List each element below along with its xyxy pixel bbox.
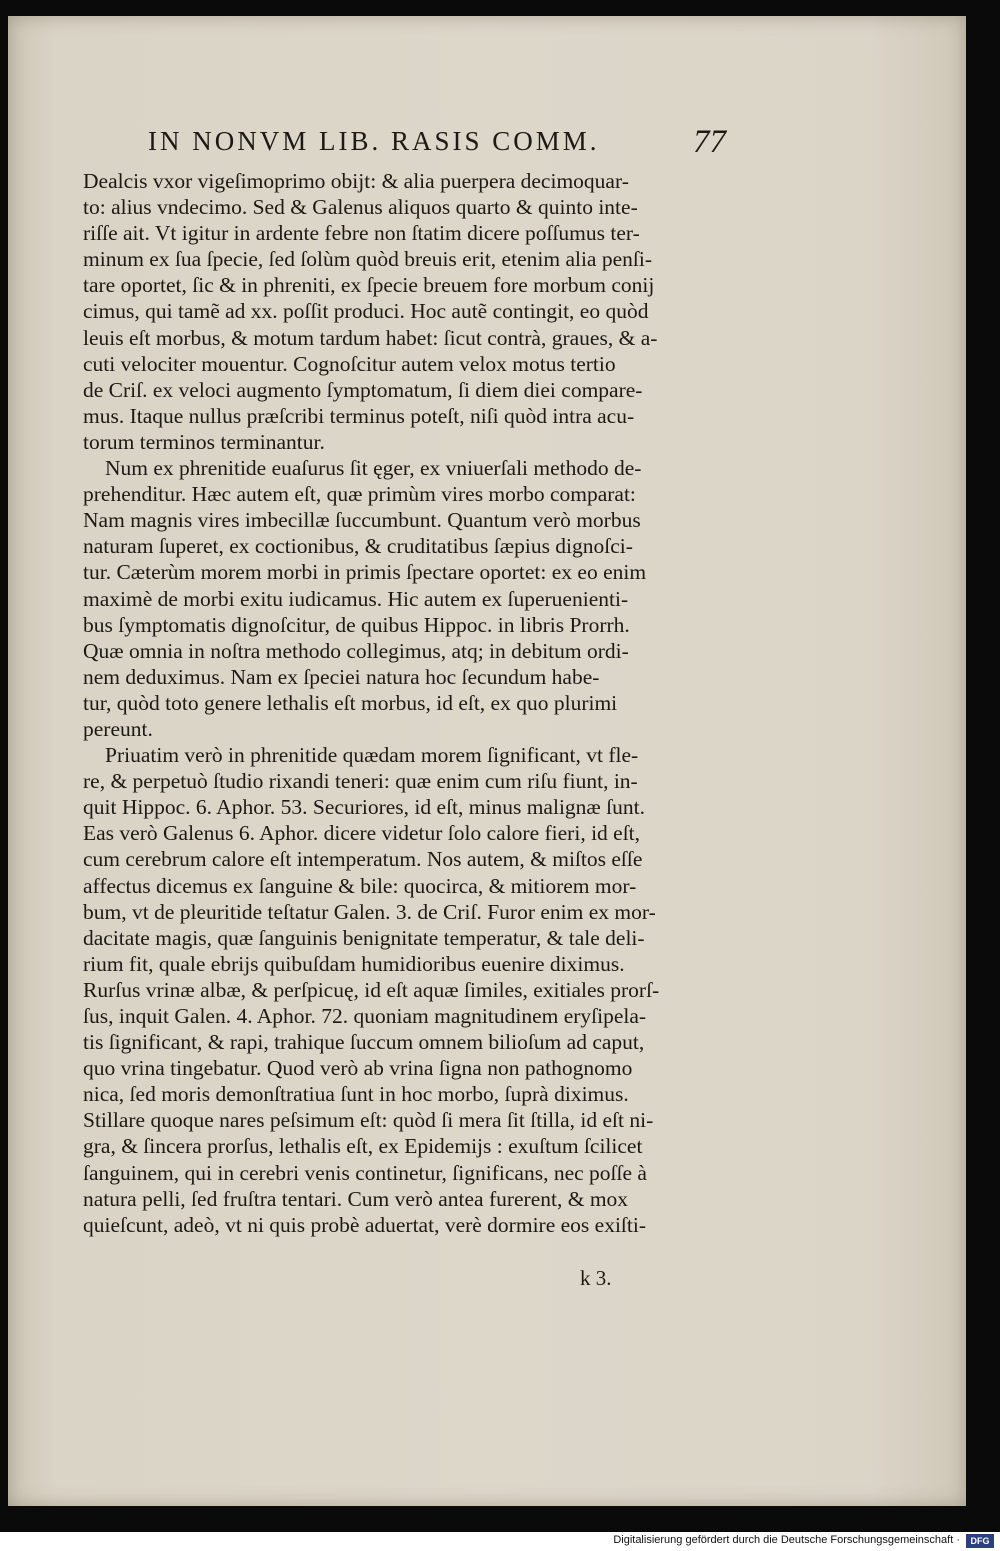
text-line: ſanguinem, qui in cerebri venis continetur, ſignificans, nec poſſe à: [83, 1160, 647, 1185]
text-line: Stillare quoque nares peſsimum eſt: quòd ſi mera ſit ſtilla, id eſt ni-: [83, 1108, 654, 1133]
funding-credit: Digitalisierung gefördert durch die Deutsche Forschungsgemeinschaft ·: [613, 1534, 960, 1546]
text-line: quieſcunt, adeò, vt ni quis probè aduertat, verè dormire eos exiſti-: [83, 1212, 646, 1237]
text-line: minum ex ſua ſpecie, ſed ſolùm quòd breuis erit, etenim alia penſi-: [83, 247, 652, 272]
text-line: tur, quòd toto genere lethalis eſt morbus, id eſt, ex quo plurimi: [83, 690, 618, 715]
text-line: gra, & ſincera prorſus, lethalis eſt, ex Epidemijs : exuſtum ſcilicet: [83, 1134, 643, 1159]
text-line: prehenditur. Hæc autem eſt, quæ primùm vires morbo comparat:: [83, 482, 636, 507]
text-line: tur. Cæterùm morem morbi in primis ſpectare oportet: ex eo enim: [83, 560, 647, 585]
text-line: naturam ſuperet, ex coctionibus, & cruditatibus ſæpius dignoſci-: [83, 534, 633, 559]
text-line: tare oportet, ſic & in phreniti, ex ſpecie breuem fore morbum conij: [83, 273, 655, 298]
dfg-logo-icon: DFG: [966, 1534, 994, 1548]
body-text: [83, 168, 753, 1238]
text-line: re, & perpetuò ſtudio rixandi teneri: quæ enim cum riſu fiunt, in-: [83, 769, 638, 794]
text-line: mus. Itaque nullus præſcribi terminus poteſt, niſi quòd intra acu-: [83, 403, 635, 428]
text-line: quit Hippoc. 6. Aphor. 53. Securiores, id eſt, minus malignæ ſunt.: [83, 795, 645, 820]
text-line: nem deduximus. Nam ex ſpeciei natura hoc ſecundum habe-: [83, 664, 600, 689]
text-line: affectus dicemus ex ſanguine & bile: quocirca, & mitiorem mor-: [83, 873, 637, 898]
paragraph-start-line: Priuatim verò in phrenitide quædam morem ſignificant, vt fle-: [105, 743, 639, 768]
text-line: Rurſus vrinæ albæ, & perſpicuę, id eſt aquæ ſimiles, exitiales prorſ-: [83, 977, 660, 1002]
text-line: pereunt.: [83, 716, 153, 741]
text-line: bus ſymptomatis dignoſcitur, de quibus Hippoc. in libris Prorrh.: [83, 612, 630, 637]
text-line: nica, ſed moris demonſtratiua ſunt in hoc morbo, ſuprà diximus.: [83, 1082, 629, 1107]
text-line: leuis eſt morbus, & motum tardum habet: ſicut contrà, graues, & a-: [83, 325, 658, 350]
text-line: Eas verò Galenus 6. Aphor. dicere videtur ſolo calore fieri, id eſt,: [83, 821, 641, 846]
text-line: rium fit, quale ebrijs quibuſdam humidioribus euenire diximus.: [83, 951, 625, 976]
signature-mark: k 3.: [580, 1266, 612, 1290]
text-line: ſus, inquit Galen. 4. Aphor. 72. quoniam magnitudinem eryſipela-: [83, 1004, 647, 1028]
text-line: torum terminos terminantur.: [83, 429, 325, 454]
text-line: cum cerebrum calore eſt intemperatum. Nos autem, & miſtos eſſe: [83, 847, 643, 872]
paragraph-start-line: Num ex phrenitide euaſurus ſit ęger, ex vniuerſali methodo de-: [105, 456, 642, 481]
text-line: natura pelli, ſed fruſtra tentari. Cum verò antea furerent, & mox: [83, 1186, 629, 1211]
text-line: Dealcis vxor vigeſimoprimo obijt: & alia puerpera decimoquar-: [83, 169, 629, 193]
text-line: cuti velociter mouentur. Cognoſcitur autem velox motus tertio: [83, 351, 616, 376]
text-line: de Criſ. ex veloci augmento ſymptomatum, ſi diem diei compare-: [83, 377, 643, 402]
text-line: bum, vt de pleuritide teſtatur Galen. 3. de Criſ. Furor enim ex mor-: [83, 899, 656, 924]
digitization-footer: [0, 1532, 1000, 1551]
page-header: [148, 126, 748, 166]
text-line: tis ſignificant, & rapi, trahique ſuccum omnem bilioſum ad caput,: [83, 1030, 645, 1055]
text-line: Quæ omnia in noſtra methodo collegimus, atq; in debitum ordi-: [83, 638, 629, 663]
page-number: 77: [693, 124, 726, 160]
text-line: cimus, qui tamẽ ad xx. poſſit produci. Hoc autẽ contingit, eo quòd: [83, 299, 649, 324]
text-line: quo vrina tingebatur. Quod verò ab vrina ſigna non pathognomo: [83, 1056, 633, 1081]
book-page: [8, 16, 966, 1506]
text-line: riſſe ait. Vt igitur in ardente febre non ſtatim dicere poſſumus ter-: [83, 221, 640, 246]
running-title: IN NONVM LIB. RASIS COMM.: [148, 126, 600, 156]
text-line: dacitate magis, quæ ſanguinis benignitate temperatur, & tale deli-: [83, 925, 645, 950]
text-line: Nam magnis vires imbecillæ ſuccumbunt. Quantum verò morbus: [83, 508, 641, 533]
text-line: maximè de morbi exitu iudicamus. Hic autem ex ſuperuenienti-: [83, 586, 629, 611]
text-line: to: alius vndecimo. Sed & Galenus aliquos quarto & quinto inte-: [83, 195, 638, 220]
